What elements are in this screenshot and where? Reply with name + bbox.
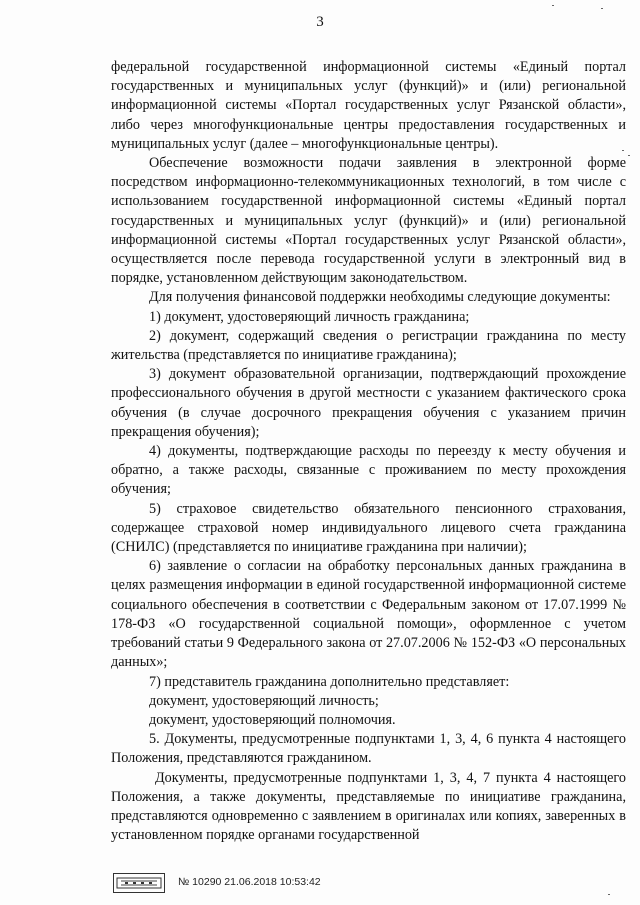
list-item-3: 3) документ образовательной организации, подтверждающий прохождение профессионального обучения в другой местности с указанием фактического срока обучения (в случае досрочного прекращения обучения с указанием причин прекращения обучения); xyxy=(111,366,626,440)
list-item-5: 5) страховое свидетельство обязательного пенсионного страхования, содержащее страховой номер индивидуального лицевого счета гражданина (СНИЛС) (представляется по инициативе гражданина при наличии); xyxy=(111,500,626,556)
paragraph-section-5-continued: Документы, предусмотренные подпунктами 1, 3, 4, 7 пункта 4 настоящего Положения, а также документы, представляемые по инициативе гражданина, представляются одновременно с заявлением в оригиналах или копиях, заверенных в установленном порядке органами государственной xyxy=(111,769,626,844)
list-item-7-sub-1: документ, удостоверяющий личность; xyxy=(149,692,379,709)
scan-speck xyxy=(608,894,610,895)
paragraph-portal-continuation: федеральной государственной информационной системы «Единый портал государственных и муниципальных услуг (функций)» и (или) региональной информационной системы «Портал государственных услуг Рязанской области», либо через многофункциональные центры предоставления государственных и муниципальных услуг (далее – многофункциональные центры). xyxy=(111,59,626,152)
paragraph-electronic-form: Обеспечение возможности подачи заявления в электронной форме посредством информационно-телекоммуникационных технологий, в том числе с использованием государственной информационной системы «Единый портал государственных и муниципальных услуг (функций)» и (или) региональной информационной системы «Портал государственных услуг Рязанской области», осуществляется после перевода государственной услуги в электронный вид в порядке, установленном действующим законодательством. xyxy=(111,155,626,287)
list-item-7-sub-2: документ, удостоверяющий полномочия. xyxy=(149,711,396,728)
list-item-1: 1) документ, удостоверяющий личность гражданина; xyxy=(149,308,470,325)
list-item-4: 4) документы, подтверждающие расходы по переезду к месту обучения и обратно, а также расходы, связанные с проживанием по месту прохождения обучения; xyxy=(111,443,626,498)
scan-speck xyxy=(628,155,630,156)
registry-stamp-icon xyxy=(113,873,165,893)
scan-speck xyxy=(601,8,603,9)
list-item-2: 2) документ, содержащий сведения о регистрации гражданина по месту жительства (представляется по инициативе гражданина); xyxy=(111,327,626,364)
list-item-7: 7) представитель гражданина дополнительно представляет: xyxy=(149,673,510,690)
page-number: 3 xyxy=(316,14,324,30)
paragraph-required-documents: Для получения финансовой поддержки необходимы следующие документы: xyxy=(149,289,611,306)
document-registration-stamp: № 10290 21.06.2018 10:53:42 xyxy=(178,876,321,888)
scan-speck xyxy=(622,150,624,151)
scan-speck xyxy=(552,5,554,6)
paragraph-section-5: 5. Документы, предусмотренные подпунктами 1, 3, 4, 6 пункта 4 настоящего Положения, представляются гражданином. xyxy=(111,731,626,767)
list-item-6: 6) заявление о согласии на обработку персональных данных гражданина в целях размещения информации в единой государственной информационной системе социального обеспечения в соответствии с Федеральным законом от 17.07.1999 № 178-ФЗ «О государственной социальной помощи», оформленное с учетом требований статьи 9 Федерального закона от 27.07.2006 № 152-ФЗ «О персональных данных»; xyxy=(111,558,626,671)
document-body xyxy=(111,58,626,845)
